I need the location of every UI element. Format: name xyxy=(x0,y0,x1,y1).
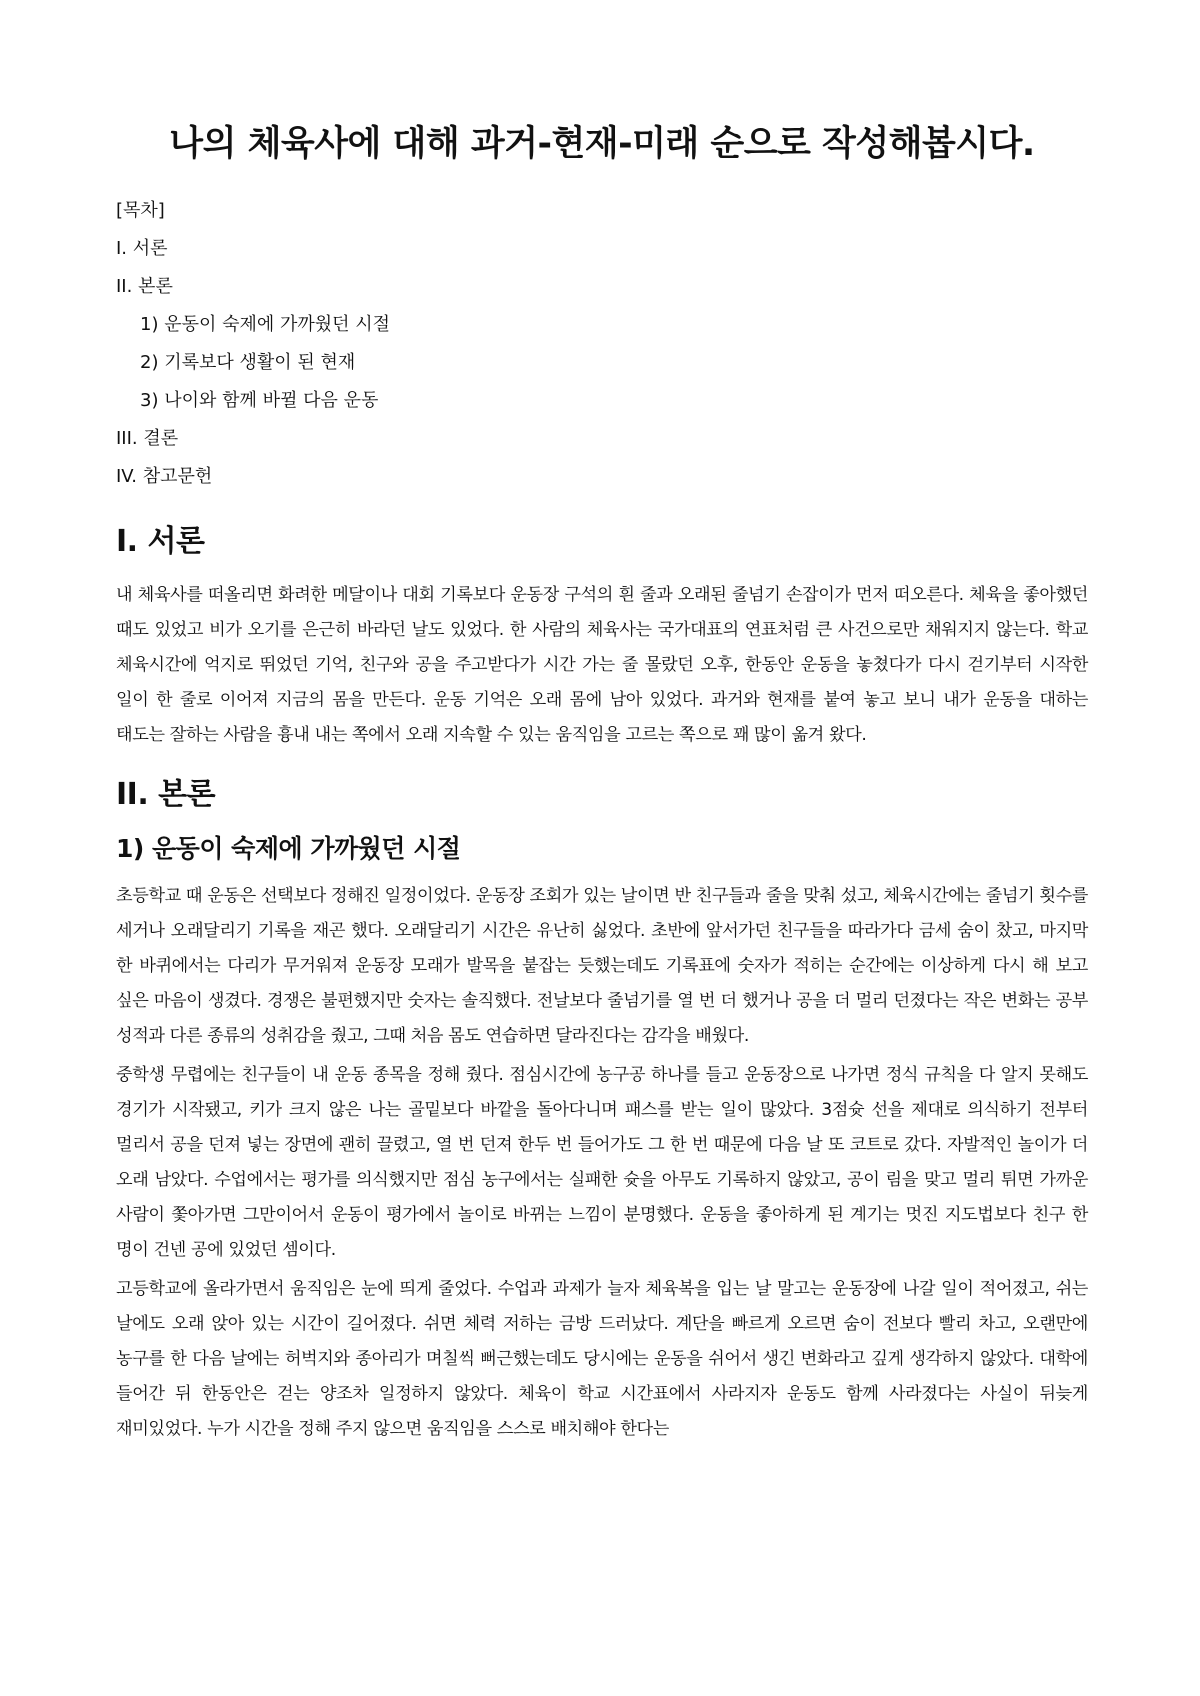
toc-item-conclusion: III. 결론 xyxy=(116,428,179,449)
toc-item-body: II. 본론 xyxy=(116,276,173,297)
section-heading-intro: I. 서론 xyxy=(116,524,205,559)
toc-item-references: IV. 참고문헌 xyxy=(116,466,213,487)
toc-item-body-3: 3) 나이와 함께 바뀔 다음 운동 xyxy=(140,390,379,411)
body-paragraph-3: 고등학교에 올라가면서 움직임은 눈에 띄게 줄었다. 수업과 과제가 늘자 체육복을 입는 날 말고는 운동장에 나갈 일이 적어졌고, 쉬는 날에도 오래 앉아 있는 시간이 길어졌다. 쉬면 체력 저하는 금방 드러났다. 계단을 빠르게 오르면 숨이 전보다 빨리 차고, 오랜만에 농구를 한 다음 날에는 허벅지와 종아리가 며칠씩 뻐근했는데도 당시에는 운동을 쉬어서 생긴 변화라고 깊게 생각하지 않았다. 대학에 들어간 뒤 한동안은 걷는 양조차 일정하지 않았다. 체육이 학교 시간표에서 사라지자 운동도 함께 사라졌다는 사실이 뒤늦게 재미있었다. 누가 시간을 정해 주지 않으면 움직임을 스스로 배치해야 한다는 xyxy=(116,1279,1088,1439)
subsection-heading-1: 1) 운동이 숙제에 가까웠던 시절 xyxy=(116,834,461,863)
subsection-1 xyxy=(116,831,1088,1447)
section-intro xyxy=(116,522,1088,753)
toc-heading: [목차] xyxy=(116,200,165,221)
intro-paragraph: 내 체육사를 떠올리면 화려한 메달이나 대회 기록보다 운동장 구석의 흰 줄과 오래된 줄넘기 손잡이가 먼저 떠오른다. 체육을 좋아했던 때도 있었고 비가 오기를 은근히 바라던 날도 있었다. 한 사람의 체육사는 국가대표의 연표처럼 큰 사건으로만 채워지지 않는다. 학교 체육시간에 억지로 뛰었던 기억, 친구와 공을 주고받다가 시간 가는 줄 몰랐던 오후, 한동안 운동을 놓쳤다가 다시 걷기부터 시작한 일이 한 줄로 이어져 지금의 몸을 만든다. 운동 기억은 오래 몸에 남아 있었다. 과거와 현재를 붙여 놓고 보니 내가 운동을 대하는 태도는 잘하는 사람을 흉내 내는 쪽에서 오래 지속할 수 있는 움직임을 고르는 쪽으로 꽤 많이 옮겨 왔다. xyxy=(116,585,1088,745)
body-paragraph-1: 초등학교 때 운동은 선택보다 정해진 일정이었다. 운동장 조회가 있는 날이면 반 친구들과 줄을 맞춰 섰고, 체육시간에는 줄넘기 횟수를 세거나 오래달리기 기록을 재곤 했다. 오래달리기 시간은 유난히 싫었다. 초반에 앞서가던 친구들을 따라가다 금세 숨이 찼고, 마지막 한 바퀴에서는 다리가 무거워져 운동장 모래가 발목을 붙잡는 듯했는데도 기록표에 숫자가 적히는 순간에는 이상하게 다시 해 보고 싶은 마음이 생겼다. 경쟁은 불편했지만 숫자는 솔직했다. 전날보다 줄넘기를 열 번 더 했거나 공을 더 멀리 던졌다는 작은 변화는 공부 성적과 다른 종류의 성취감을 줬고, 그때 처음 몸도 연습하면 달라진다는 감각을 배웠다. xyxy=(116,886,1088,1046)
section-heading-body: II. 본론 xyxy=(116,777,216,812)
section-body xyxy=(116,775,1088,1447)
toc-item-body-1: 1) 운동이 숙제에 가까웠던 시절 xyxy=(140,314,391,335)
document-title: 나의 체육사에 대해 과거-현재-미래 순으로 작성해봅시다. xyxy=(169,124,1035,164)
table-of-contents xyxy=(116,192,1088,496)
toc-item-intro: I. 서론 xyxy=(116,238,168,259)
body-paragraph-2: 중학생 무렵에는 친구들이 내 운동 종목을 정해 줬다. 점심시간에 농구공 하나를 들고 운동장으로 나가면 정식 규칙을 다 알지 못해도 경기가 시작됐고, 키가 크지 않은 나는 골밑보다 바깥을 돌아다니며 패스를 받는 일이 많았다. 3점슛 선을 제대로 의식하기 전부터 멀리서 공을 던져 넣는 장면에 괜히 끌렸고, 열 번 던져 한두 번 들어가도 그 한 번 때문에 다음 날 또 코트로 갔다. 자발적인 놀이가 더 오래 남았다. 수업에서는 평가를 의식했지만 점심 농구에서는 실패한 슛을 아무도 기록하지 않았고, 공이 림을 맞고 멀리 튀면 가까운 사람이 쫓아가면 그만이어서 운동이 평가에서 놀이로 바뀌는 느낌이 분명했다. 운동을 좋아하게 된 계기는 멋진 지도법보다 친구 한 명이 건넨 공에 있었던 셈이다. xyxy=(116,1065,1088,1260)
toc-item-body-2: 2) 기록보다 생활이 된 현재 xyxy=(140,352,356,373)
